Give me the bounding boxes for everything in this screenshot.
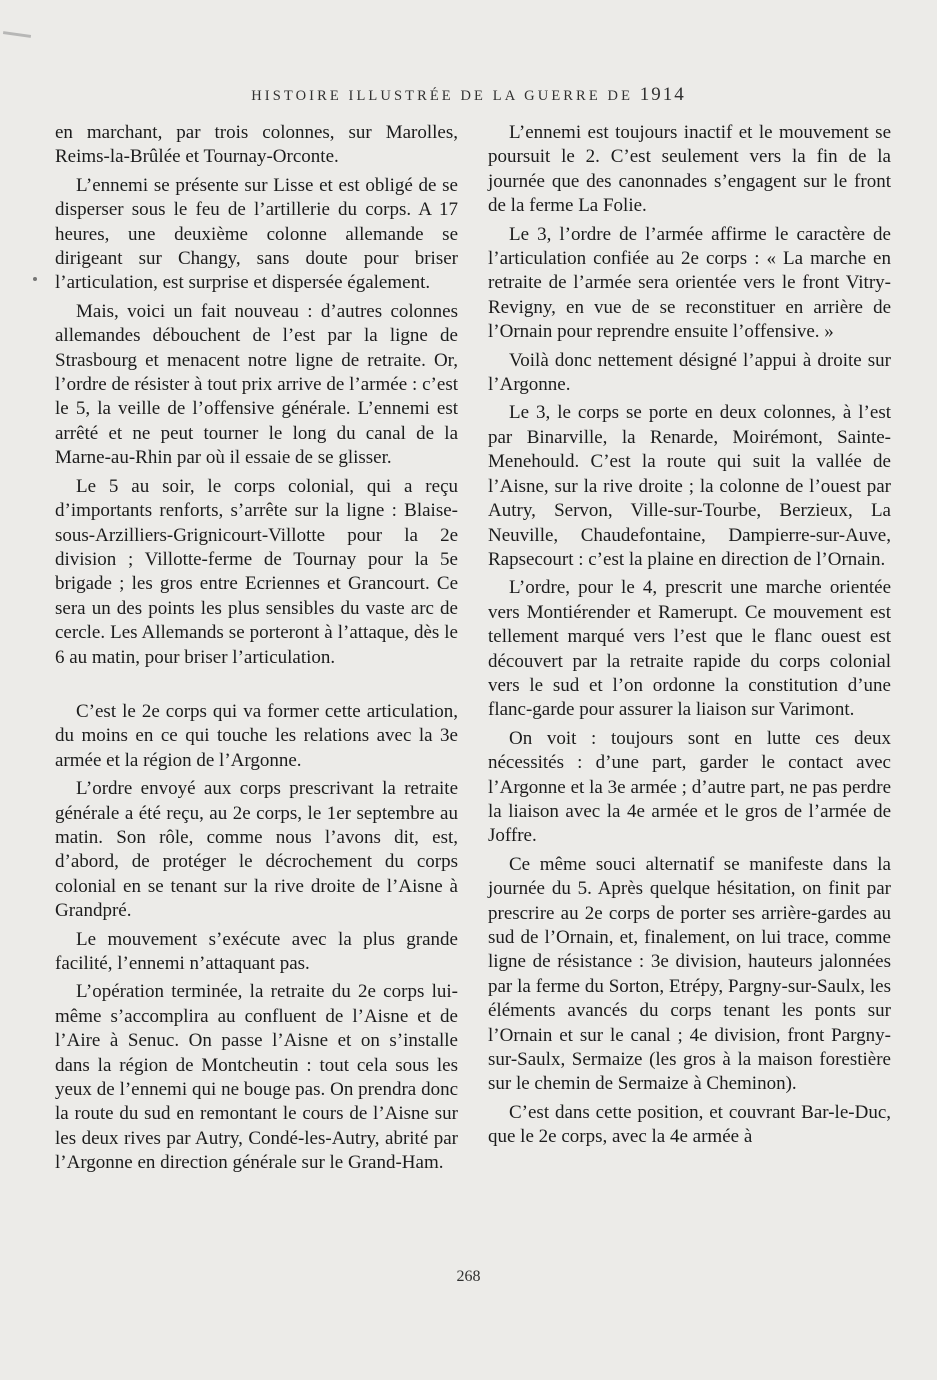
running-year: 1914 <box>639 84 686 105</box>
scan-artifact <box>3 31 31 38</box>
paragraph: L’ordre envoyé aux corps prescrivant la retraite générale a été reçu, au 2e corps, le 1er septembre au matin. Son rôle, comme nous l’avons dit, est, d’abord, de protéger le décrochement du corps colonial en se tenant sur la rive droite de l’Aisne à Grandpré. <box>55 778 458 922</box>
paragraph: C’est le 2e corps qui va former cette articulation, du moins en ce qui touche les relations avec la 3e armée et la région de l’Argonne. <box>55 700 458 771</box>
scan-artifact-dot <box>33 277 37 281</box>
paragraph: Le mouvement s’exécute avec la plus grande facilité, l’ennemi n’attaquant pas. <box>55 928 458 974</box>
running-title: HISTOIRE ILLUSTRÉE DE LA GUERRE DE <box>251 88 634 104</box>
paragraph: L’opération terminée, la retraite du 2e corps lui-même s’accomplira au confluent de l’Aisne et de l’Aire à Senuc. On passe l’Aisne et on s’installe dans la région de Montcheutin : tout cela sous les yeux de l’ennemi qui ne bouge pas. On prendra donc la route du sud en remontant le cours de l’Aisne sur les deux rives par Autry, Condé-les-Autry, abrité par l’Argonne en direction générale sur le Grand-Ham. <box>55 981 458 1174</box>
right-column <box>488 121 891 1154</box>
running-header <box>0 84 937 106</box>
paragraph: en marchant, par trois colonnes, sur Marolles, Reims-la-Brûlée et Tournay-Orconte. <box>55 122 458 168</box>
paragraph: L’ennemi est toujours inactif et le mouvement se poursuit le 2. C’est seulement vers la fin de la journée que des canonnades s’engagent sur le front de la ferme La Folie. <box>488 122 891 217</box>
paragraph: On voit : toujours sont en lutte ces deux nécessités : d’une part, garder le contact avec l’Argonne et la 3e armée ; d’autre part, ne pas perdre la liaison avec la 4e armée et le gros de l’armée de Joffre. <box>488 727 891 847</box>
left-column <box>55 121 458 1180</box>
paragraph: L’ordre, pour le 4, prescrit une marche orientée vers Montiérender et Ramerupt. Ce mouvement est tellement marqué vers l’est que le flanc ouest est découvert par la retraite rapide du corps colonial vers le sud et l’on ordonne la constitution d’une flanc-garde pour assurer la liaison sur Varimont. <box>488 577 891 721</box>
paragraph: Le 3, le corps se porte en deux colonnes, à l’est par Binarville, la Renarde, Moirémont, Sainte-Menehould. C’est la route qui suit la vallée de l’Aisne, sur la rive droite ; la colonne de l’ouest par Autry, Servon, Ville-sur-Tourbe, Berzieux, La Neuville, Chaudefontaine, Dampierre-sur-Auve, Rapsecourt : c’est la plaine en direction de l’Ornain. <box>488 402 891 570</box>
paragraph: C’est dans cette position, et couvrant Bar-le-Duc, que le 2e corps, avec la 4e armée à <box>488 1101 891 1148</box>
paragraph: L’ennemi se présente sur Lisse et est obligé de se disperser sous le feu de l’artillerie du corps. A 17 heures, une deuxième colonne allemande se dirigeant sur Changy, sans doute pour briser l’articulation, est surprise et dispersée également. <box>55 174 458 294</box>
paragraph: Ce même souci alternatif se manifeste dans la journée du 5. Après quelque hésitation, on finit par prescrire au 2e corps de porter ses arrière-gardes au sud de l’Ornain, et, finalement, on lui trace, comme ligne de résistance : 3e division, hauteurs jalonnées par la ferme du Sorton, Etrépy, Pargny-sur-Saulx, les éléments avancés du corps tenant les ponts sur l’Ornain et sur le canal ; 4e division, front Pargny-sur-Saulx, Sermaize (les gros à la maison forestière sur le chemin de Sermaize à Cheminon). <box>488 853 891 1095</box>
paragraph: Le 3, l’ordre de l’armée affirme le caractère de l’articulation confiée au 2e corps : « La marche en retraite de l’armée sera orientée vers le front Vitry-Revigny, en vue de se reconstituer en arrière de l’Ornain pour reprendre ensuite l’offensive. » <box>488 223 891 343</box>
page-number: 268 <box>456 1268 481 1285</box>
paragraph: Mais, voici un fait nouveau : d’autres colonnes allemandes débouchent de l’est par la ligne de Strasbourg et menacent notre ligne de retraite. Or, l’ordre de résister à tout prix arrive de l’armée : c’est le 5, la veille de l’offensive générale. L’ennemi est arrêté et ne peut tourner le long du canal de la Marne-au-Rhin par où il essaie de se glisser. <box>55 300 458 469</box>
paragraph: Le 5 au soir, le corps colonial, qui a reçu d’importants renforts, s’arrête sur la ligne : Blaise-sous-Arzilliers-Grignicourt-Villotte pour la 2e division ; Villotte-ferme de Tournay pour la 5e brigade ; les gros entre Ecriennes et Grancourt. Ce sera un des points les plus sensibles du vaste arc de cercle. Les Allemands se porteront à l’attaque, dès le 6 au matin, pour briser l’articulation. <box>55 475 458 668</box>
paragraph: Voilà donc nettement désigné l’appui à droite sur l’Argonne. <box>488 349 891 396</box>
